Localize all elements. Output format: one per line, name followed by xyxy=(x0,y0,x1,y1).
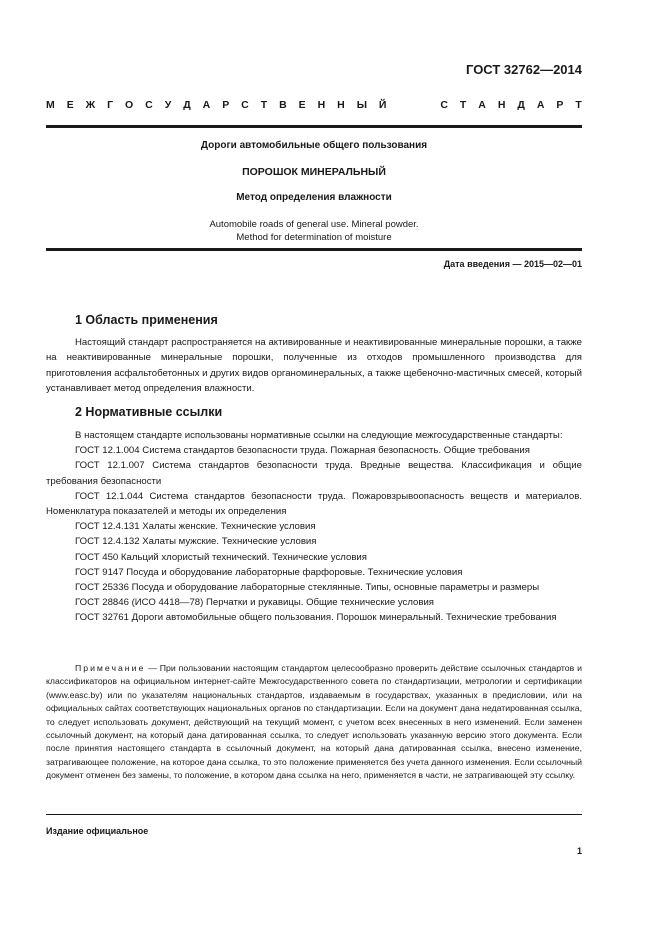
banner-letter: Н xyxy=(317,99,326,111)
interstate-standard-banner xyxy=(46,99,582,113)
note-paragraph xyxy=(46,662,582,783)
reference-item: ГОСТ 25336 Посуда и оборудование лабораторные стеклянные. Типы, основные параметры и размеры xyxy=(75,582,540,594)
reference-item: ГОСТ 12.1.007 Система стандартов безопасности труда. Вредные вещества. Классификация и общие требования безопасности xyxy=(46,460,582,487)
reference-item: ГОСТ 28846 (ИСО 4418—78) Перчатки и рукавицы. Общие технические условия xyxy=(75,597,435,609)
title-bottom-rule xyxy=(46,248,582,251)
banner-letter: Й xyxy=(378,99,387,111)
banner-letter: А xyxy=(536,99,545,111)
reference-item: ГОСТ 12.1.044 Система стандартов безопасности труда. Пожаровзрывоопасность веществ и материалов. Номенклатура показателей и методы их определения xyxy=(46,490,582,518)
note-label: Примечание xyxy=(75,663,146,673)
banner-letter: Н xyxy=(337,99,345,111)
banner-letter: А xyxy=(202,99,211,111)
banner-letter: Р xyxy=(222,99,230,111)
banner-letter: Т xyxy=(260,99,268,111)
top-rule xyxy=(46,125,582,128)
title-roads: Дороги автомобильные общего пользования xyxy=(200,140,428,151)
page-number: 1 xyxy=(576,846,582,856)
banner-letter: Е xyxy=(66,99,74,111)
banner-letter: О xyxy=(125,99,134,111)
title-english xyxy=(46,218,582,244)
section2-heading: 2 Нормативные ссылки xyxy=(75,405,223,419)
normative-references xyxy=(46,428,582,626)
banner-letter: С xyxy=(145,99,153,111)
banner-letter: Г xyxy=(107,99,114,111)
official-edition-label: Издание официальное xyxy=(46,826,149,836)
reference-item: ГОСТ 450 Кальций хлористый технический. Технические условия xyxy=(75,551,367,563)
banner-word-gap xyxy=(398,99,428,113)
banner-letter: Ы xyxy=(356,99,367,111)
banner-letter: Т xyxy=(459,99,467,111)
reference-item: ГОСТ 9147 Посуда и оборудование лабораторные фарфоровые. Технические условия xyxy=(75,566,463,578)
footer-rule xyxy=(46,814,582,815)
banner-letter: Д xyxy=(183,99,191,111)
banner-letter: С xyxy=(241,99,249,111)
banner-letter: А xyxy=(478,99,486,111)
banner-letter: Т xyxy=(575,99,582,111)
title-english-line1: Automobile roads of general use. Mineral powder. xyxy=(209,219,419,230)
title-main: ПОРОШОК МИНЕРАЛЬНЫЙ xyxy=(242,166,386,178)
section1-paragraph: Настоящий стандарт распространяется на активированные и неактивированные минеральные порошки, а также на неактивированные минеральные порошки, полученные из отходов промышленного производства для приготовления асфальтобетонных и других видов органоминеральных, а также щебеночно-мастичных смесей, который устанавливает метод определения влажности. xyxy=(46,337,582,394)
banner-letter: Н xyxy=(497,99,506,111)
references-note xyxy=(46,662,582,783)
reference-item: ГОСТ 12.1.004 Система стандартов безопасности труда. Пожарная безопасность. Общие требования xyxy=(75,445,530,457)
banner-letter: М xyxy=(46,99,55,111)
banner-letter: В xyxy=(279,99,287,111)
banner-letter: У xyxy=(164,99,172,111)
reference-item: ГОСТ 32761 Дороги автомобильные общего пользования. Порошок минеральный. Технические требования xyxy=(75,612,557,624)
banner-letter: Р xyxy=(556,99,564,111)
section1-text xyxy=(46,335,582,396)
title-english-line2: Method for determination of moisture xyxy=(236,232,392,243)
banner-letter: Ж xyxy=(85,99,96,111)
note-text: — При пользовании настоящим стандартом целесообразно проверить действие ссылочных стандартов и классификаторов на официальном интернет-сайте Межгосударственного совета по стандартизации, метрологии и сертификации (www.easc.by) или по указателям национальных стандартов, издаваемым в государствах, указанных в предисловии, или на официальных сайтах соответствующих национальных органов по стандартизации. Если на документ дана недатированная ссылка, то следует использовать документ, действующий на текущий момент, с учетом всех внесенных в него изменений. Если заменен ссылочный документ, на который дана датированная ссылка, то следует использовать указанную версию этого документа. Если после принятия настоящего стандарта в ссылочный документ, на который дана датированная ссылка, внесено изменение, затрагивающее положение, на которое дана ссылка, то это положение применяется без учета данного изменения. Если ссылочный документ отменен без замены, то положение, в котором дана ссылка на него, применяется в части, не затрагивающей эту ссылку. xyxy=(46,663,582,781)
banner-letter: С xyxy=(440,99,448,111)
reference-item: ГОСТ 12.4.132 Халаты мужские. Технические условия xyxy=(75,536,317,548)
banner-letter: Е xyxy=(298,99,306,111)
title-method: Метод определения влажности xyxy=(236,192,392,203)
banner-letter: Д xyxy=(517,99,525,111)
gost-code: ГОСТ 32762—2014 xyxy=(466,62,582,77)
reference-item: ГОСТ 12.4.131 Халаты женские. Технические условия xyxy=(75,521,316,533)
introduction-date: Дата введения — 2015—02—01 xyxy=(443,259,582,269)
references-intro: В настоящем стандарте использованы нормативные ссылки на следующие межгосударственные стандарты: xyxy=(75,430,563,441)
section1-heading: 1 Область применения xyxy=(75,313,218,327)
